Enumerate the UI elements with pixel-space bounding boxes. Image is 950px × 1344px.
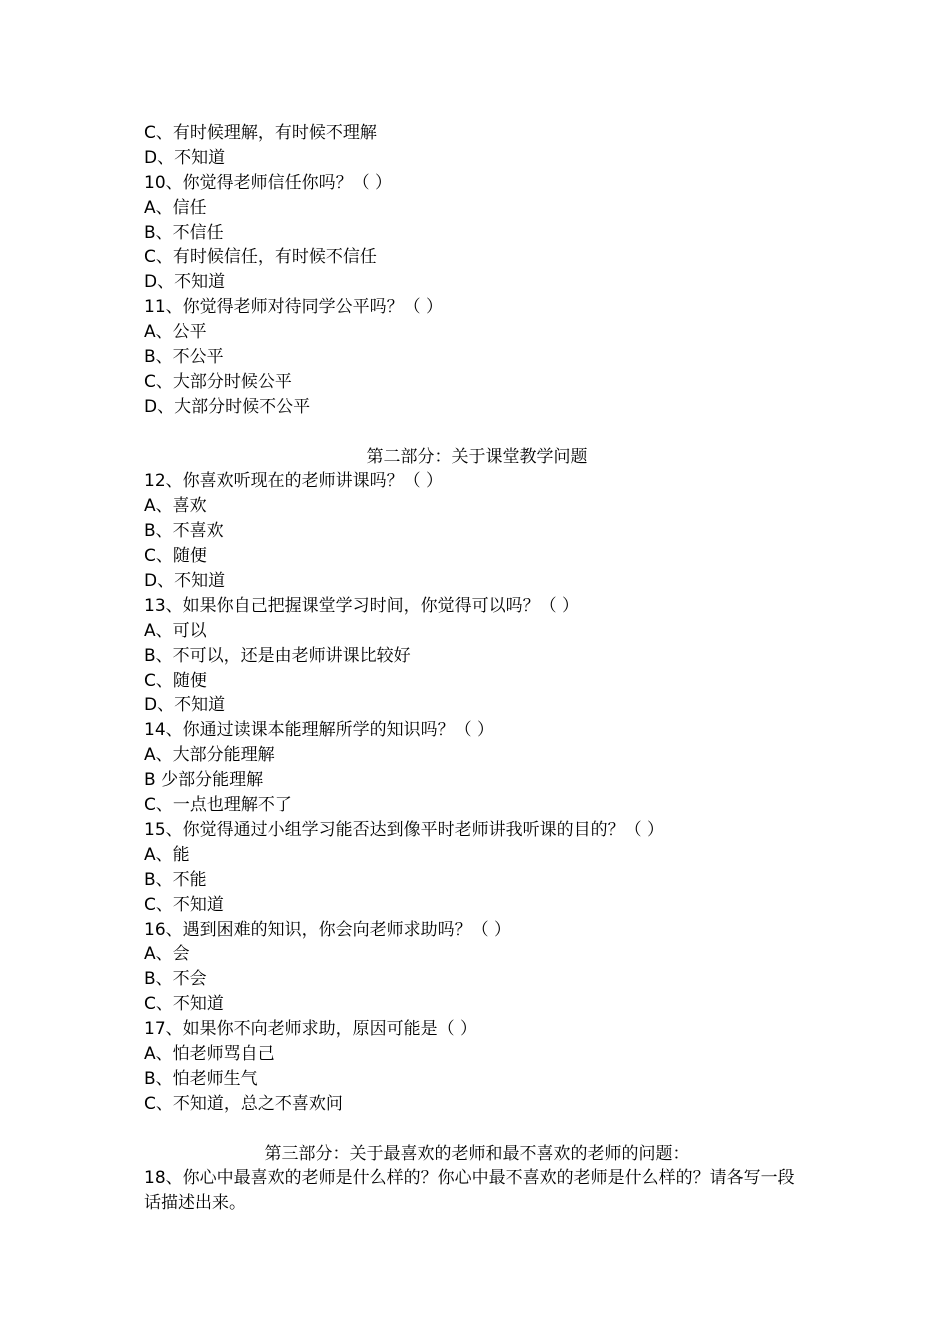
option-line: D、不知道 [144,571,226,592]
option-line: C、有时候信任，有时候不信任 [144,247,377,268]
question-line: 13、如果你自己把握课堂学习时间，你觉得可以吗？（ ） [144,595,580,616]
question-line: 10、你觉得老师信任你吗？（ ） [144,172,393,193]
question-line: 16、遇到困难的知识，你会向老师求助吗？（ ） [144,919,512,940]
option-line: D、不知道 [144,695,226,716]
option-line: A、怕老师骂自己 [144,1043,275,1064]
question-line: 14、你通过读课本能理解所学的知识吗？（ ） [144,720,495,741]
option-line: B、不喜欢 [144,521,224,542]
question-line: 17、如果你不向老师求助，原因可能是（ ） [144,1019,478,1040]
option-line: A、可以 [144,620,207,641]
option-line: C、一点也理解不了 [144,795,292,816]
blank-line [144,420,810,445]
option-line: A、大部分能理解 [144,745,275,766]
option-line: A、信任 [144,197,207,218]
option-line: B、怕老师生气 [144,1068,258,1089]
option-line: A、公平 [144,322,207,343]
option-line: B、不能 [144,869,207,890]
option-line: A、会 [144,944,190,965]
document-body [144,121,810,1216]
option-line: D、不知道 [144,272,226,293]
option-line: C、随便 [144,546,207,567]
question-line: 12、你喜欢听现在的老师讲课吗？（ ） [144,471,444,492]
option-line: C、不知道 [144,994,224,1015]
option-line: A、能 [144,844,190,865]
option-line: C、大部分时候公平 [144,371,292,392]
option-line: B、不可以，还是由老师讲课比较好 [144,645,411,666]
option-line: C、随便 [144,670,207,691]
option-line: B 少部分能理解 [144,770,264,791]
section-2-questions [144,469,810,1116]
option-line: C、有时候理解，有时候不理解 [144,123,377,143]
option-line: B、不公平 [144,347,224,368]
option-line: D、大部分时候不公平 [144,396,311,417]
question-line: 15、你觉得通过小组学习能否达到像平时老师讲我听课的目的？（ ） [144,819,665,840]
question-18: 18、你心中最喜欢的老师是什么样的？你心中最不喜欢的老师是什么样的？请各写一段话描述出来。 [144,1168,795,1214]
option-line: D、不知道 [144,147,226,168]
option-line: B、不信任 [144,222,224,243]
section-2-heading: 第二部分：关于课堂教学问题 [366,446,588,467]
option-line: C、不知道，总之不喜欢问 [144,1093,343,1114]
blank-line [144,1117,810,1142]
question-line: 11、你觉得老师对待同学公平吗？（ ） [144,297,444,318]
section-3-heading: 第三部分：关于最喜欢的老师和最不喜欢的老师的问题： [264,1143,690,1164]
option-line: B、不会 [144,969,207,990]
section-1-continued [144,121,810,420]
option-line: A、喜欢 [144,496,207,517]
option-line: C、不知道 [144,894,224,915]
